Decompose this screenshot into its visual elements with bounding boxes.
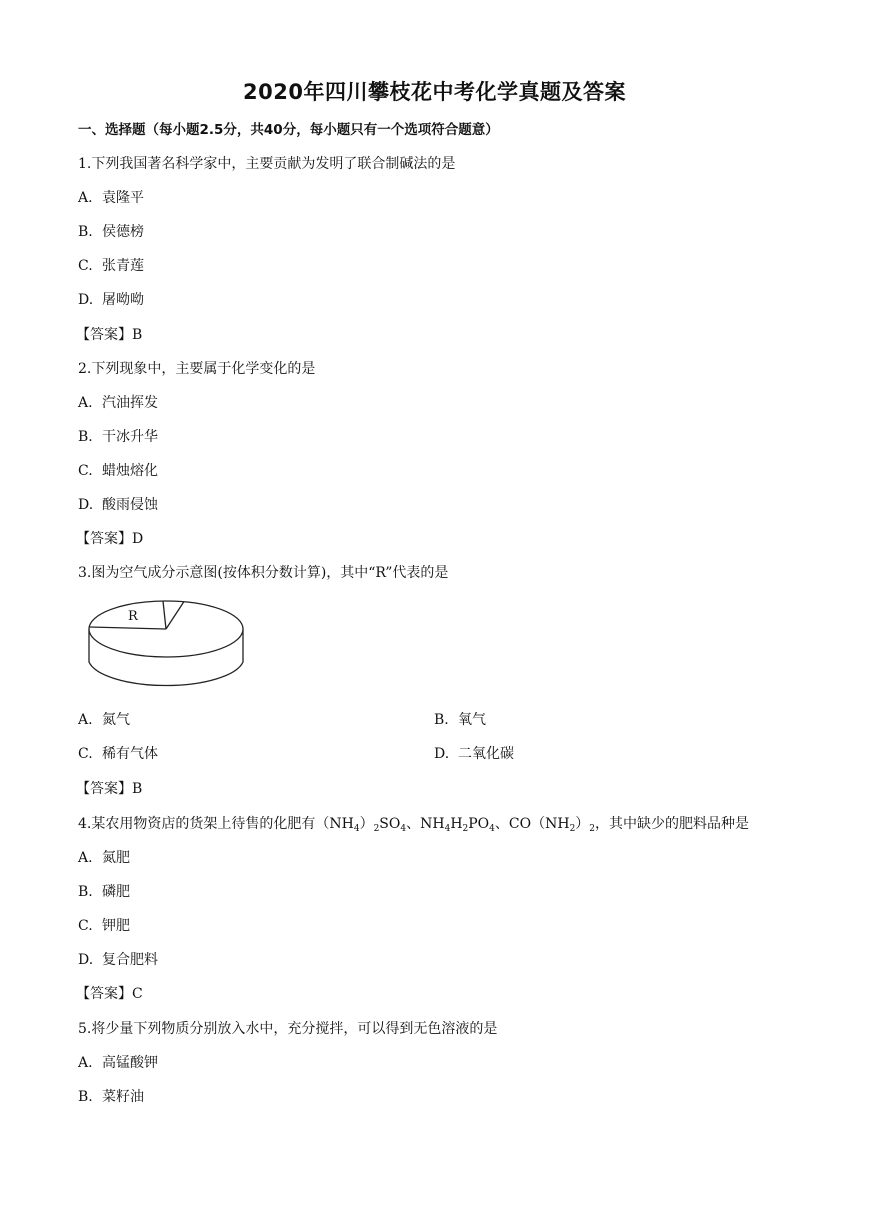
page-title: 2020年四川攀枝花中考化学真题及答案 [243, 80, 626, 104]
question-5-stem: 5.将少量下列物质分别放入水中，充分搅拌，可以得到无色溶液的是 [78, 1021, 498, 1037]
option-text: 干冰升华 [102, 429, 158, 445]
option-text: 钾肥 [102, 918, 130, 934]
option-letter: B. [434, 712, 449, 728]
option-text: 稀有气体 [102, 746, 158, 762]
question-4-stem [78, 815, 749, 838]
stem-text: PO [468, 816, 490, 832]
option-letter: B. [78, 884, 93, 900]
option-text: 张青莲 [102, 258, 144, 274]
option-letter: D. [434, 746, 450, 762]
question-1-option-c [78, 257, 144, 275]
section-heading: 一、选择题（每小题2.5分，共40分，每小题只有一个选项符合题意） [78, 122, 499, 138]
subscript: 4 [353, 824, 360, 834]
air-composition-pie-figure [88, 598, 248, 696]
stem-text: 、CO（NH [494, 816, 570, 832]
option-text: 屠呦呦 [102, 292, 144, 308]
question-4-option-d [78, 951, 158, 969]
option-text: 侯德榜 [102, 224, 144, 240]
question-4-option-c [78, 917, 130, 935]
option-letter: C. [78, 463, 93, 479]
option-letter: C. [78, 746, 93, 762]
option-letter: B. [78, 1089, 93, 1105]
option-text: 汽油挥发 [102, 395, 158, 411]
option-text: 酸雨侵蚀 [102, 497, 158, 513]
option-text: 蜡烛熔化 [102, 463, 158, 479]
option-text: 氮气 [102, 712, 130, 728]
question-5-option-b [78, 1088, 144, 1106]
question-1-option-b [78, 223, 144, 241]
option-text: 复合肥料 [102, 952, 158, 968]
question-1-answer: 【答案】B [76, 327, 143, 343]
stem-text: ，其中缺少的肥料品种是 [595, 816, 750, 832]
stem-text: H [450, 816, 463, 832]
question-4-option-a [78, 849, 130, 867]
subscript: 2 [569, 824, 576, 834]
option-letter: A. [78, 395, 93, 411]
stem-text: 4.某农用物资店的货架上待售的化肥有（NH [78, 816, 354, 832]
option-letter: D. [78, 952, 94, 968]
stem-text: ） [575, 816, 590, 832]
option-letter: A. [78, 190, 93, 206]
stem-text: SO [379, 816, 401, 832]
question-3-option-a [78, 711, 130, 729]
option-letter: C. [78, 918, 93, 934]
question-3-option-c [78, 745, 158, 763]
option-text: 磷肥 [102, 884, 130, 900]
subscript: 4 [444, 824, 451, 834]
question-2-option-c [78, 462, 158, 480]
question-2-option-a [78, 394, 158, 412]
option-text: 菜籽油 [102, 1089, 144, 1105]
question-3-answer: 【答案】B [76, 781, 143, 797]
option-letter: D. [78, 292, 94, 308]
question-3-option-b [434, 711, 486, 729]
option-text: 二氧化碳 [458, 746, 514, 762]
option-letter: A. [78, 712, 93, 728]
question-3-option-d [434, 745, 514, 763]
option-text: 高锰酸钾 [102, 1055, 158, 1071]
stem-text: ） [359, 816, 374, 832]
option-letter: B. [78, 224, 93, 240]
question-1-option-d [78, 291, 144, 309]
option-letter: A. [78, 1055, 93, 1071]
option-text: 氧气 [458, 712, 486, 728]
question-4-option-b [78, 883, 130, 901]
question-2-stem: 2.下列现象中，主要属于化学变化的是 [78, 361, 316, 377]
option-text: 袁隆平 [102, 190, 144, 206]
subscript: 4 [400, 824, 407, 834]
option-letter: A. [78, 850, 93, 866]
question-1-stem: 1.下列我国著名科学家中，主要贡献为发明了联合制碱法的是 [78, 156, 456, 172]
subscript: 2 [589, 824, 596, 834]
subscript: 2 [373, 824, 380, 834]
question-4-answer: 【答案】C [76, 986, 143, 1002]
option-text: 氮肥 [102, 850, 130, 866]
option-letter: C. [78, 258, 93, 274]
question-2-answer: 【答案】D [76, 531, 144, 547]
question-3-stem: 3.图为空气成分示意图(按体积分数计算)，其中“R”代表的是 [78, 565, 449, 581]
question-1-option-a [78, 189, 144, 207]
stem-text: 、NH [406, 816, 445, 832]
subscript: 2 [462, 824, 469, 834]
question-5-option-a [78, 1054, 158, 1072]
option-letter: B. [78, 429, 93, 445]
question-2-option-b [78, 428, 158, 446]
option-letter: D. [78, 497, 94, 513]
question-2-option-d [78, 496, 158, 514]
subscript: 4 [489, 824, 495, 834]
slice-label-r: R [128, 609, 138, 624]
